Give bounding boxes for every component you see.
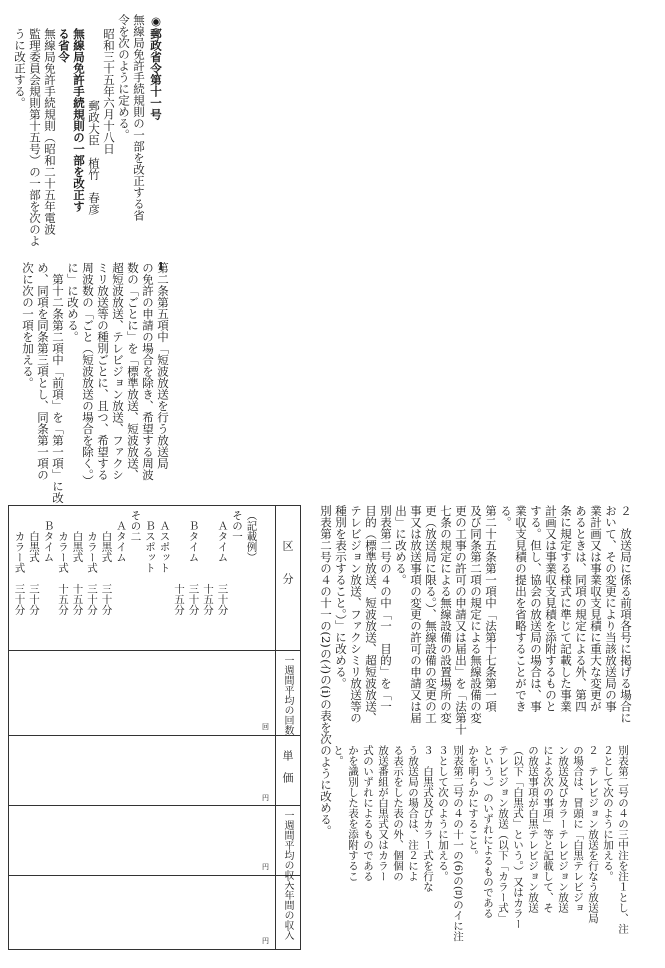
unit-count: 回 [262,723,269,731]
table-row: その一 [231,510,243,542]
ordinance-subtitle: 無線局免許手続規則の一部を改正す る省令 [57,28,86,212]
ordinance-body: 無線局免許手続規則の一部を改正する省 令を次のように定める。 [117,14,146,221]
table-row: その二 [129,510,142,542]
unit-weekly: 円 [262,863,269,871]
table-row-rule-4 [8,875,300,876]
table-row: Ａタイム 三十分 [216,510,229,615]
header-weekly-income: 一週間平均の収入 [282,810,293,890]
item2-paragraph: ２ 放送局に係る前項各号に掲げる場合に おいて、その変更により当該放送局の事 業計画又は事業収支見積に重大な変更が あるときは、同項の規定による外、第四 条に規定する様式に準じて記載した事業 計画又は事業収支見積を添附するものと する。但し、協会の放送局の場合は、事 業収支見積の提出を省略することができ る。 第二十五条第一項中「法第十七条第一項 及び同条第二項の規定による無線設備の変 更の工事の許可の申請又は届出」を「法第十 七条の規定による無線設備の設置場所の変 更（放送局に限る。）、無線設備の変更の工 事又は放送事項の変更の許可の申請又は届 出」に改める。 別表第二号の４の中「一 目的」を「一 目的（標準放送、短波放送、超短波放送、 テレビジョン放送、ファクシミリ放送等の 種別を表示すること。）」に改める。 別表第二号の４の十一の(2)の(ｲ)の(i)の表を次のように改める。 [319,505,633,837]
ordinance-date: 昭和三十五年六月十八日 [102,28,116,155]
table-row: 白黒式 三十分 [28,510,40,615]
header-kubun: 区 分 [281,540,294,584]
header-weekly-count: 一週間平均の回数 [282,655,293,735]
table-row: 十五分 [202,510,214,615]
ordinance-intro: 無線局免許手続規則（昭和二十五年電波 監理委員会規則第十五号）の一部を次のよ うに改正する。 [13,28,57,247]
table-row-rule-1 [8,650,300,651]
table-row: Ａスポット [158,510,171,573]
table-row: 白黒式 十五分 [71,510,84,615]
unit-annual: 円 [262,937,269,945]
table-row-rule-3 [8,805,300,806]
table-row: Ｂタイム 三十分 [187,510,200,615]
table-row: カラー式 三十分 [86,510,98,615]
table-left-rule [8,505,9,950]
table-top-rule [8,505,300,506]
table-header-rule [275,505,276,950]
table-row: Ｂタイム [42,510,55,563]
ordinance-title: ◉郵政省令第十一号 [149,14,163,120]
table-row: 白黒式 三十分 [100,510,113,615]
header-unit-price: 単 価 [281,750,294,783]
amendment-left: 第二条第五項中「短波放送を行う放送局 の免許の申請の場合を除き、希望する周波 数の「ごとに」を「標準放送、短波放送、 超短波放送、テレビジョン放送、ファクシ ミリ放送等の種別ごとに、且つ、希望する 周波数の「ごと（短波放送の場合を除く。） に」に改める。 第十二条第二項中「前項」を「第一項」に改 め、同項を同条第三項とし、同条第一項の 次に次の一項を加える。 [21,262,170,504]
table-bottom-rule [8,949,300,950]
table-row: Ｂスポット [144,510,156,573]
table-row: Ａタイム [115,510,127,563]
table-row-rule-2 [8,735,300,736]
header-annual-income: 一年間の収入 [282,880,293,940]
table-row: カラー式 十五分 [57,510,69,615]
minister-name: 郵政大臣 植竹 春彦 [87,100,101,215]
table-row: （記載例） [245,510,258,563]
table-row: 十五分 [173,510,185,615]
notes-block: 別表第二号の４の三中注を注１とし、注 ２として次のように加える。 ２ テレビジョン放送を行なう放送局 の場合は、冒頭に「白黒テレビジョ ン放送及びカラーテレビジョン放送 による次の事項」等と記載して、そ の放送事項が白黒テレビジョン放送 （以下「白黒式」という。）又はカラー テレビジョン放送（以下「カラー式」 という。）のいずれによるものである かを明らかにすること。 別表第二号の４の十一の(6)の(ﾛ)のイに注 ３として次のように加える。 ３ 白黒式及びカラー式を行な う放送局の場合は、注２によ る表示をした表の外、個個の 放送番組が白黒式又はカラー 式のいずれによるものである かを識別した表を添附するこ と。 [332,745,629,942]
table-right-rule [300,505,301,950]
unit-price: 円 [262,794,269,802]
table-rows [12,510,259,650]
table-row: カラー式 三十分 [13,510,26,615]
